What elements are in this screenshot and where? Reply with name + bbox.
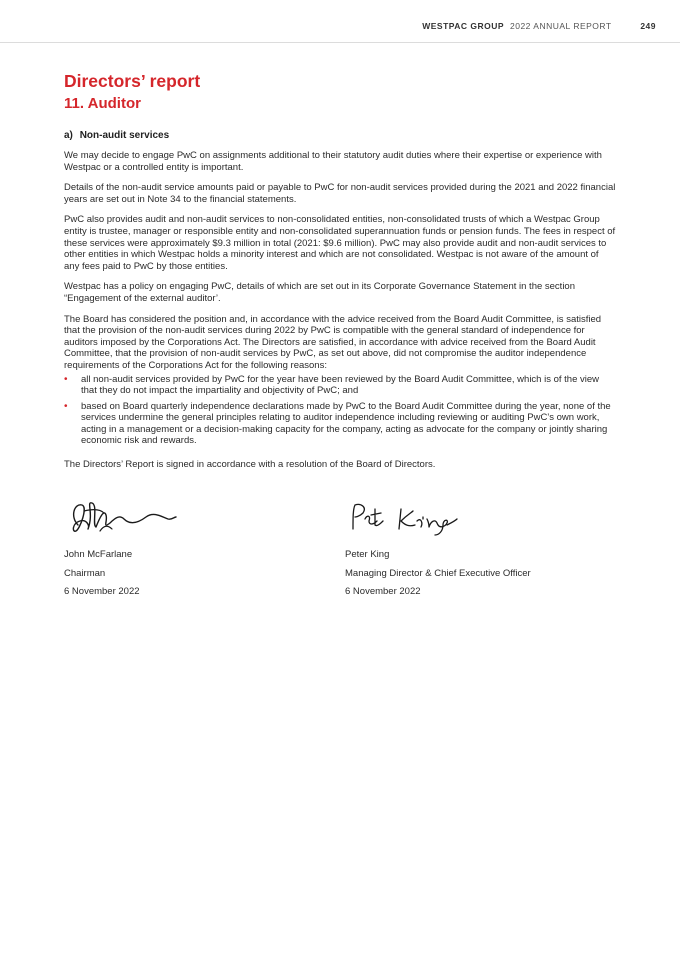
header-meta [422,21,656,31]
paragraph: PwC also provides audit and non-audit services to non-consolidated entities, non-consolidated trusts of which a Westpac Group entity is trustee, manager or responsible entity and non-consolidated superannuation funds or pension funds. The fees in respect of these services were approximately $9.3 million in total (2021: $9.6 million). PwC may also provide audit and non-audit services to other entities in which Westpac holds a minority interest and which are not consolidated. Westpac is not aware of the amount of any fees paid to PwC by those entities. [64,214,616,272]
list-item [64,401,616,447]
closing-statement: The Directors’ Report is signed in accordance with a resolution of the Board of Directors. [64,459,436,471]
paragraph: Details of the non-audit service amounts paid or payable to PwC for non-audit services provided during the 2021 and 2022 financial years are set out in Note 34 to the financial statements. [64,182,616,205]
page-number: 249 [640,21,656,31]
section-title: Directors’ report [64,71,201,91]
signatory-date: 6 November 2022 [345,586,421,597]
list-item-text: based on Board quarterly independence declarations made by PwC to the Board Audit Committee during the year, none of the services undermine the general principles relating to auditor independence including reviewing or auditing PwC’s own work, acting in a management or a decision-making capacity for the company, acting as advocate for the company or jointly sharing economic risk and rewards. [81,400,611,447]
subsection-letter: a) [64,130,73,141]
paragraph: We may decide to engage PwC on assignments additional to their statutory audit duties where their expertise or experience with Westpac or a controlled entity is important. [64,150,602,173]
bullet-icon: • [64,373,68,385]
signatory-title: Managing Director & Chief Executive Officer [345,568,531,579]
signatory-name: John McFarlane [64,549,133,560]
section-subtitle: 11. Auditor [64,95,141,112]
list-item [64,374,616,397]
page-header [0,0,680,43]
header-report-title: 2022 ANNUAL REPORT [509,21,612,31]
signature-block-ceo [345,495,531,597]
paragraph: Westpac has a policy on engaging PwC, details of which are set out in its Corporate Governance Statement in the section “Engagement of the external auditor’. [64,281,575,304]
signature-king-icon [345,495,475,543]
signatory-title: Chairman [64,568,106,579]
bullet-icon: • [64,400,68,412]
list-item-text: all non-audit services provided by PwC for the year have been reviewed by the Board Audit Committee, which is of the view that they do not impact the impartiality and objectivity of PwC; and [81,373,600,397]
signatory-date: 6 November 2022 [64,586,140,597]
signatory-name: Peter King [345,549,390,560]
paragraph: The Board has considered the position and, in accordance with the advice received from the Board Audit Committee, is satisfied that the provision of the non-audit services during 2022 by PwC is compatible with the general standard of independence for auditors imposed by the Corporations Act. The Directors are satisfied, in accordance with advice received from the Board Audit Committee, that the provision of non-audit services by PwC, as set out above, did not compromise the auditor independence requirements of the Corporations Act for the following reasons: [64,313,602,371]
subsection-heading-text: Non-audit services [79,130,170,141]
header-brand: WESTPAC GROUP [422,21,505,31]
signature-block-chairman [64,495,194,597]
signature-mcfarlane-icon [64,495,194,543]
main-content [64,70,616,471]
subsection-heading [64,130,616,141]
reasons-list [64,374,616,448]
